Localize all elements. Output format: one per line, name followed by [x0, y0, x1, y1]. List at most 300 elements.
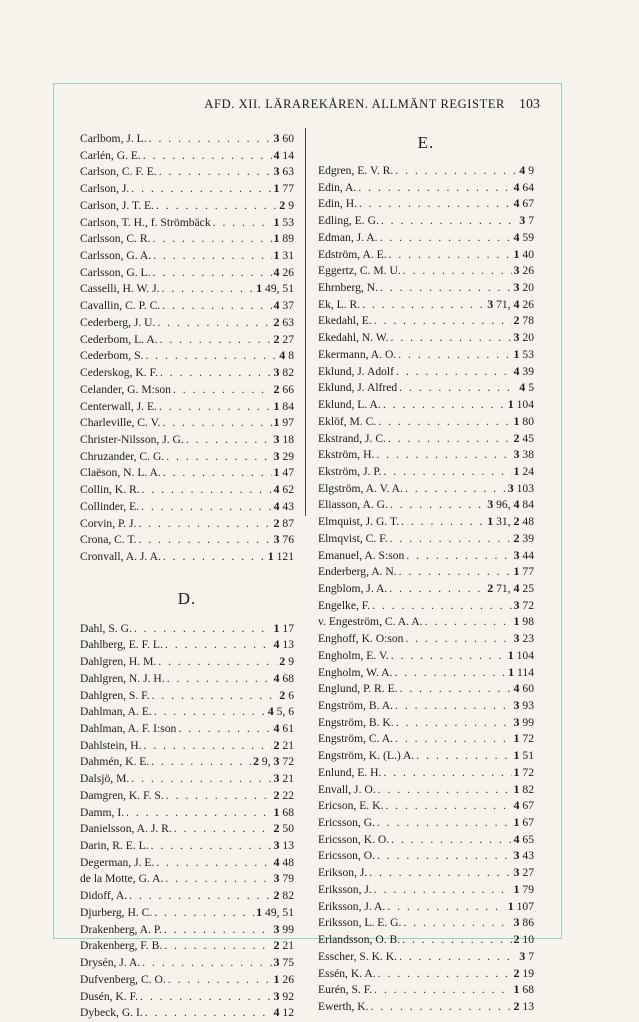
page-ref: 31: [282, 249, 294, 263]
entry-name: Corvin, P. J.: [80, 516, 137, 530]
register-entry: [318, 463, 534, 480]
entry-reference: [274, 670, 295, 688]
entry-name: Collinder, E.: [80, 499, 140, 513]
register-entry: [318, 580, 534, 597]
leader-dots: [131, 181, 271, 198]
register-entry: [318, 998, 534, 1015]
leader-dots: [162, 298, 271, 315]
entry-name: Eliasson, A. G.: [318, 498, 388, 512]
entry-reference: [274, 247, 295, 265]
entry-reference: [514, 697, 535, 715]
register-entry: [318, 931, 534, 948]
entry-reference: [274, 770, 295, 788]
register-entry: [80, 937, 294, 954]
register-entry: [318, 797, 534, 814]
entry-name: Dusén, K. F.: [80, 989, 139, 1003]
entry-name: Edin, H.: [318, 197, 357, 211]
entry-name: Ehrnberg, N.: [318, 281, 378, 295]
volume-number: 4: [273, 147, 280, 162]
register-entry: [318, 346, 534, 363]
leader-dots: [213, 215, 272, 232]
volume-number: 4: [513, 831, 520, 846]
register-entry: [318, 312, 534, 329]
leader-dots: [406, 548, 511, 565]
entry-reference: [487, 496, 534, 514]
register-entry: [80, 147, 294, 164]
entry-reference: [514, 881, 535, 899]
page-ref: 76: [282, 533, 294, 547]
leader-dots: [425, 614, 512, 631]
register-entry: [80, 548, 294, 565]
register-entry: [80, 988, 294, 1005]
leader-dots: [141, 499, 271, 516]
leader-dots: [403, 263, 512, 280]
register-entry: [318, 697, 534, 714]
entry-name: Eurén, S. F.: [318, 983, 373, 997]
entry-name: Ekström, H.: [318, 448, 375, 462]
leader-dots: [377, 848, 512, 865]
column-rule: [305, 128, 306, 516]
entry-reference: [274, 870, 295, 888]
volume-number: 4: [513, 798, 520, 813]
volume-number: 3: [513, 547, 520, 562]
leader-dots: [377, 815, 512, 832]
entry-reference: [274, 720, 295, 738]
register-entry: [318, 179, 534, 196]
page-ref: 22: [282, 788, 294, 802]
entry-name: Celander, G. M:son: [80, 382, 171, 396]
register-entry: [318, 714, 534, 731]
volume-number: 1: [273, 971, 280, 986]
entry-name: Engström, B. A.: [318, 699, 394, 712]
volume-number: 3: [487, 296, 494, 311]
volume-number: 4: [273, 637, 280, 652]
leader-dots: [145, 348, 277, 365]
entry-reference: [274, 787, 295, 805]
volume-number: 1: [273, 465, 280, 480]
page-ref: 61: [282, 722, 294, 735]
entry-reference: [514, 730, 535, 748]
page-number: 103: [519, 97, 540, 112]
volume-number: 1: [513, 614, 520, 629]
volume-number: 2: [273, 888, 280, 903]
leader-dots: [398, 347, 511, 364]
entry-name: Claëson, N. L. A.: [80, 466, 161, 480]
entry-reference: [274, 163, 295, 181]
register-entry: [80, 515, 294, 532]
page-ref: 60: [522, 682, 534, 696]
volume-number: 1: [256, 281, 263, 296]
leader-dots: [152, 688, 278, 705]
entry-name: Edgren, E. V. R.: [318, 164, 394, 177]
entry-name: de la Motte, G. A.: [80, 872, 164, 886]
section-heading-e: E.: [417, 133, 435, 152]
volume-number: 4: [513, 196, 520, 211]
volume-number: 2: [273, 737, 280, 752]
page-ref: 68: [282, 805, 294, 819]
volume-number: 4: [273, 498, 280, 513]
leader-dots: [388, 431, 512, 448]
page-ref: 72: [522, 598, 534, 612]
leader-dots: [162, 415, 271, 432]
volume-number: 1: [508, 664, 515, 679]
page-ref: 24: [522, 464, 534, 478]
entry-name: Engström, C. A.: [318, 732, 394, 746]
leader-dots: [402, 932, 511, 949]
entry-reference: [279, 653, 294, 671]
page-ref: 67: [522, 816, 534, 830]
entry-name: Erlandsson, O. B.: [318, 933, 401, 947]
leader-dots: [372, 598, 511, 615]
leader-dots: [385, 798, 511, 815]
entry-reference: [274, 264, 295, 282]
entry-name: Ek, L. R.: [318, 297, 361, 311]
volume-number: 1: [513, 463, 520, 478]
page-ref: 51: [522, 749, 534, 763]
entry-reference: [514, 998, 535, 1016]
volume-number: 4: [273, 298, 280, 313]
register-entry: [80, 264, 294, 281]
register-entry: [80, 130, 294, 147]
register-entry: [80, 737, 294, 754]
leader-dots: [164, 938, 271, 955]
leader-dots: [138, 516, 271, 533]
register-entry: [318, 195, 534, 212]
page-ref: 21: [282, 772, 294, 786]
entry-reference: [519, 162, 534, 180]
entry-reference: [508, 480, 534, 498]
volume-number: 2: [487, 580, 494, 595]
page-ref: 92: [282, 989, 294, 1003]
entry-name: Cederberg, J. U.: [80, 315, 156, 329]
leader-dots: [374, 882, 512, 899]
entry-name: Elmquist, J. G. T.: [318, 515, 400, 529]
volume-number: 3: [513, 263, 520, 278]
entry-reference: [519, 379, 534, 397]
leader-dots: [129, 888, 271, 905]
leader-dots: [390, 497, 485, 514]
register-entry: [318, 747, 534, 764]
volume-number: 2: [279, 654, 286, 669]
register-entry: [80, 620, 294, 637]
volume-number: 3: [273, 838, 280, 853]
entry-reference: [514, 363, 535, 381]
page-ref: 7: [528, 949, 534, 963]
entry-name: Ericsson, O.: [318, 849, 375, 863]
entry-reference: [274, 230, 295, 248]
entry-name: Emanuel, A. S:son: [318, 548, 405, 562]
leader-dots: [395, 163, 517, 180]
entry-reference: [274, 804, 295, 822]
entry-name: Eggertz, C. M. U.: [318, 264, 401, 278]
page-ref: 67: [522, 799, 534, 813]
register-entry: [80, 280, 294, 297]
page-ref: 48: [522, 515, 534, 529]
volume-number: 4: [513, 580, 520, 595]
register-entry: [318, 413, 534, 430]
entry-name: Dahlman, A. F. I:son: [80, 722, 177, 735]
volume-number: 3: [487, 497, 494, 512]
leader-dots: [401, 514, 485, 531]
entry-name: Darin, R. E. L.: [80, 839, 149, 853]
entry-reference: [508, 396, 534, 414]
register-entry: [80, 314, 294, 331]
entry-name: Ericsson, G.: [318, 816, 375, 830]
register-entry: [80, 837, 294, 854]
page-ref: 77: [282, 182, 294, 196]
entry-name: Engholm, W. A.: [318, 665, 393, 679]
volume-number: 3: [513, 865, 520, 880]
entry-reference: [274, 988, 295, 1006]
entry-reference: [274, 130, 295, 148]
register-entry: [80, 720, 294, 737]
entry-reference: [514, 446, 535, 464]
entry-name: Carlson, C. F. E.: [80, 165, 157, 179]
entry-reference: [274, 214, 295, 232]
leader-dots: [151, 754, 251, 771]
entry-reference: [514, 463, 535, 481]
volume-number: 1: [513, 246, 520, 261]
entry-reference: [274, 414, 295, 432]
leader-dots: [166, 449, 271, 466]
page-ref: 84: [522, 498, 534, 512]
entry-name: Ekedahl, E.: [318, 314, 372, 328]
page-ref: 84: [282, 399, 294, 413]
register-entry: [80, 531, 294, 548]
entry-name: Degerman, J. E.: [80, 855, 155, 869]
volume-number: 2: [513, 514, 520, 529]
register-entry: [80, 854, 294, 871]
entry-reference: [268, 548, 294, 566]
volume-number: 1: [273, 620, 280, 635]
entry-reference: [487, 513, 534, 531]
register-entry: [318, 630, 534, 647]
page-ref: 82: [522, 782, 534, 796]
leader-dots: [168, 972, 272, 989]
volume-number: 4: [513, 681, 520, 696]
entry-name: Ewerth, K.: [318, 999, 369, 1013]
register-entry: [318, 162, 534, 179]
volume-number: 1: [507, 647, 514, 662]
entry-reference: [514, 229, 535, 247]
volume-number: 1: [507, 397, 514, 412]
volume-number: 2: [273, 787, 280, 802]
entry-reference: [514, 597, 535, 615]
page-ref: 49, 51: [265, 282, 294, 296]
page-ref: 89: [282, 232, 294, 246]
register-entry: [318, 563, 534, 580]
volume-number: 3: [273, 871, 280, 886]
entry-reference: [274, 481, 295, 499]
entry-name: Dahlgren, N. J. H.: [80, 671, 165, 685]
page-ref: 78: [522, 314, 534, 328]
leader-dots: [416, 748, 511, 765]
entry-name: Drakenberg, F. B.: [80, 939, 163, 953]
register-entry: [318, 981, 534, 998]
page-ref: 80: [522, 414, 534, 428]
volume-number: 3: [513, 597, 520, 612]
entry-reference: [274, 297, 295, 315]
header-title: AFD. XII. LÄRAREKÅREN. ALLMÄNT REGISTER: [204, 97, 505, 111]
volume-number: 1: [513, 982, 520, 997]
page-ref: 67: [522, 197, 534, 211]
register-entry: [80, 398, 294, 415]
volume-number: 1: [507, 898, 514, 913]
entry-reference: [268, 703, 294, 721]
register-entry: [80, 163, 294, 180]
entry-name: Cavallin, C. P. C.: [80, 299, 161, 313]
register-entry: [80, 787, 294, 804]
page-ref: 26: [522, 264, 534, 278]
entry-reference: [514, 931, 535, 949]
entry-name: Dahlberg, E. F. L.: [80, 638, 163, 652]
register-entry: [318, 847, 534, 864]
volume-number: 2: [513, 313, 520, 328]
volume-number: 1: [273, 248, 280, 263]
entry-name: Elgström, A. V. A.: [318, 481, 403, 495]
register-entry: [318, 513, 534, 530]
entry-name: v. Engeström, C. A. A.: [318, 615, 423, 629]
register-entry: [80, 230, 294, 247]
register-entry: [80, 653, 294, 670]
page-ref: 5, 6: [276, 705, 294, 719]
volume-number: 3: [273, 955, 280, 970]
register-entry: [318, 613, 534, 630]
leader-dots: [371, 999, 512, 1016]
leader-dots: [380, 280, 512, 297]
page-ref: 114: [517, 665, 534, 679]
page-ref: 26: [282, 972, 294, 986]
entry-reference: [514, 195, 535, 213]
leader-dots: [154, 704, 266, 721]
volume-number: 1: [513, 881, 520, 896]
leader-dots: [140, 989, 271, 1006]
volume-number: 3: [513, 631, 520, 646]
register-entry: [318, 864, 534, 881]
leader-dots: [142, 955, 271, 972]
entry-reference: [514, 613, 535, 631]
entry-name: Dahlgren, S. F.: [80, 688, 150, 702]
page-ref: 121: [276, 549, 294, 563]
volume-number: 3: [513, 447, 520, 462]
entry-reference: [256, 280, 294, 298]
page-ref: 49, 51: [265, 905, 294, 919]
entry-name: Carlsson, G. A.: [80, 249, 152, 263]
volume-number: 1: [273, 181, 280, 196]
volume-number: 1: [513, 731, 520, 746]
leader-dots: [359, 196, 512, 213]
volume-number: 2: [273, 515, 280, 530]
entry-name: Engström, K. (L.) A.: [318, 749, 415, 763]
volume-number: 2: [513, 932, 520, 947]
leader-dots: [160, 332, 272, 349]
entry-name: Cederskog, K. F.: [80, 366, 158, 380]
entry-reference: [514, 981, 535, 999]
page-ref: 53: [282, 215, 294, 229]
entry-reference: [274, 921, 295, 939]
register-entry: [80, 180, 294, 197]
register-entry: [80, 197, 294, 214]
volume-number: 2: [273, 331, 280, 346]
page-ref: 98: [522, 615, 534, 629]
volume-number: 3: [513, 848, 520, 863]
page-ref: 63: [282, 165, 294, 179]
register-entry: [80, 753, 294, 770]
entry-reference: [487, 580, 534, 598]
volume-number: 1: [513, 781, 520, 796]
leader-dots: [163, 549, 266, 566]
register-entry: [318, 430, 534, 447]
entry-name: Engblom, J. A.: [318, 581, 388, 595]
entry-name: Didoff, A.: [80, 889, 128, 903]
leader-dots: [369, 865, 511, 882]
entry-name: Esscher, S. K. K.: [318, 949, 398, 963]
volume-number: 1: [273, 231, 280, 246]
entry-reference: [274, 314, 295, 332]
page-ref: 6: [288, 688, 294, 702]
entry-name: Dahlgren, H. M.: [80, 655, 157, 669]
volume-number: 4: [273, 854, 280, 869]
entry-name: Carlsson, C. R.: [80, 232, 151, 246]
entry-reference: [274, 180, 295, 198]
register-entry: [80, 481, 294, 498]
leader-dots: [131, 771, 271, 788]
page-ref: 8: [288, 349, 294, 363]
entry-reference: [279, 197, 294, 215]
register-entry: [80, 331, 294, 348]
register-entry: [80, 414, 294, 431]
leader-dots: [358, 180, 511, 197]
entry-reference: [514, 847, 535, 865]
register-entry: [80, 498, 294, 515]
entry-reference: [274, 854, 295, 872]
leader-dots: [153, 231, 272, 248]
leader-dots: [362, 297, 485, 314]
entry-name: Edman, J. A.: [318, 230, 378, 244]
volume-number: 2: [273, 821, 280, 836]
entry-name: Eriksson, J. A.: [318, 899, 386, 913]
volume-number: 2: [252, 754, 259, 769]
entry-reference: [514, 329, 535, 347]
entry-name: Carlbom, J. L.: [80, 132, 147, 145]
page-ref: 7: [528, 214, 534, 228]
leader-dots: [144, 738, 272, 755]
volume-number: 3: [273, 532, 280, 547]
leader-dots: [396, 364, 511, 381]
page-ref: 21: [282, 738, 294, 752]
leader-dots: [399, 564, 512, 581]
entry-name: Engelke, F.: [318, 598, 371, 612]
volume-number: 3: [273, 771, 280, 786]
entry-reference: [514, 797, 535, 815]
page-ref: 99: [282, 922, 294, 936]
entry-reference: [274, 887, 295, 905]
page-ref: 25: [522, 581, 534, 595]
page-ref: 9: [528, 164, 534, 177]
page-ref: 26: [522, 297, 534, 311]
page-ref: 72: [522, 732, 534, 746]
leader-dots: [186, 432, 272, 449]
register-entry: [80, 971, 294, 988]
entry-name: Edling, E. G.: [318, 214, 379, 228]
register-entry: [80, 804, 294, 821]
register-entry: [318, 664, 534, 681]
entry-name: Ekström, J. P.: [318, 464, 382, 478]
leader-dots: [165, 871, 271, 888]
register-entry: [318, 965, 534, 982]
entry-name: Carlson, J.: [80, 182, 130, 196]
register-entry: [318, 547, 534, 564]
